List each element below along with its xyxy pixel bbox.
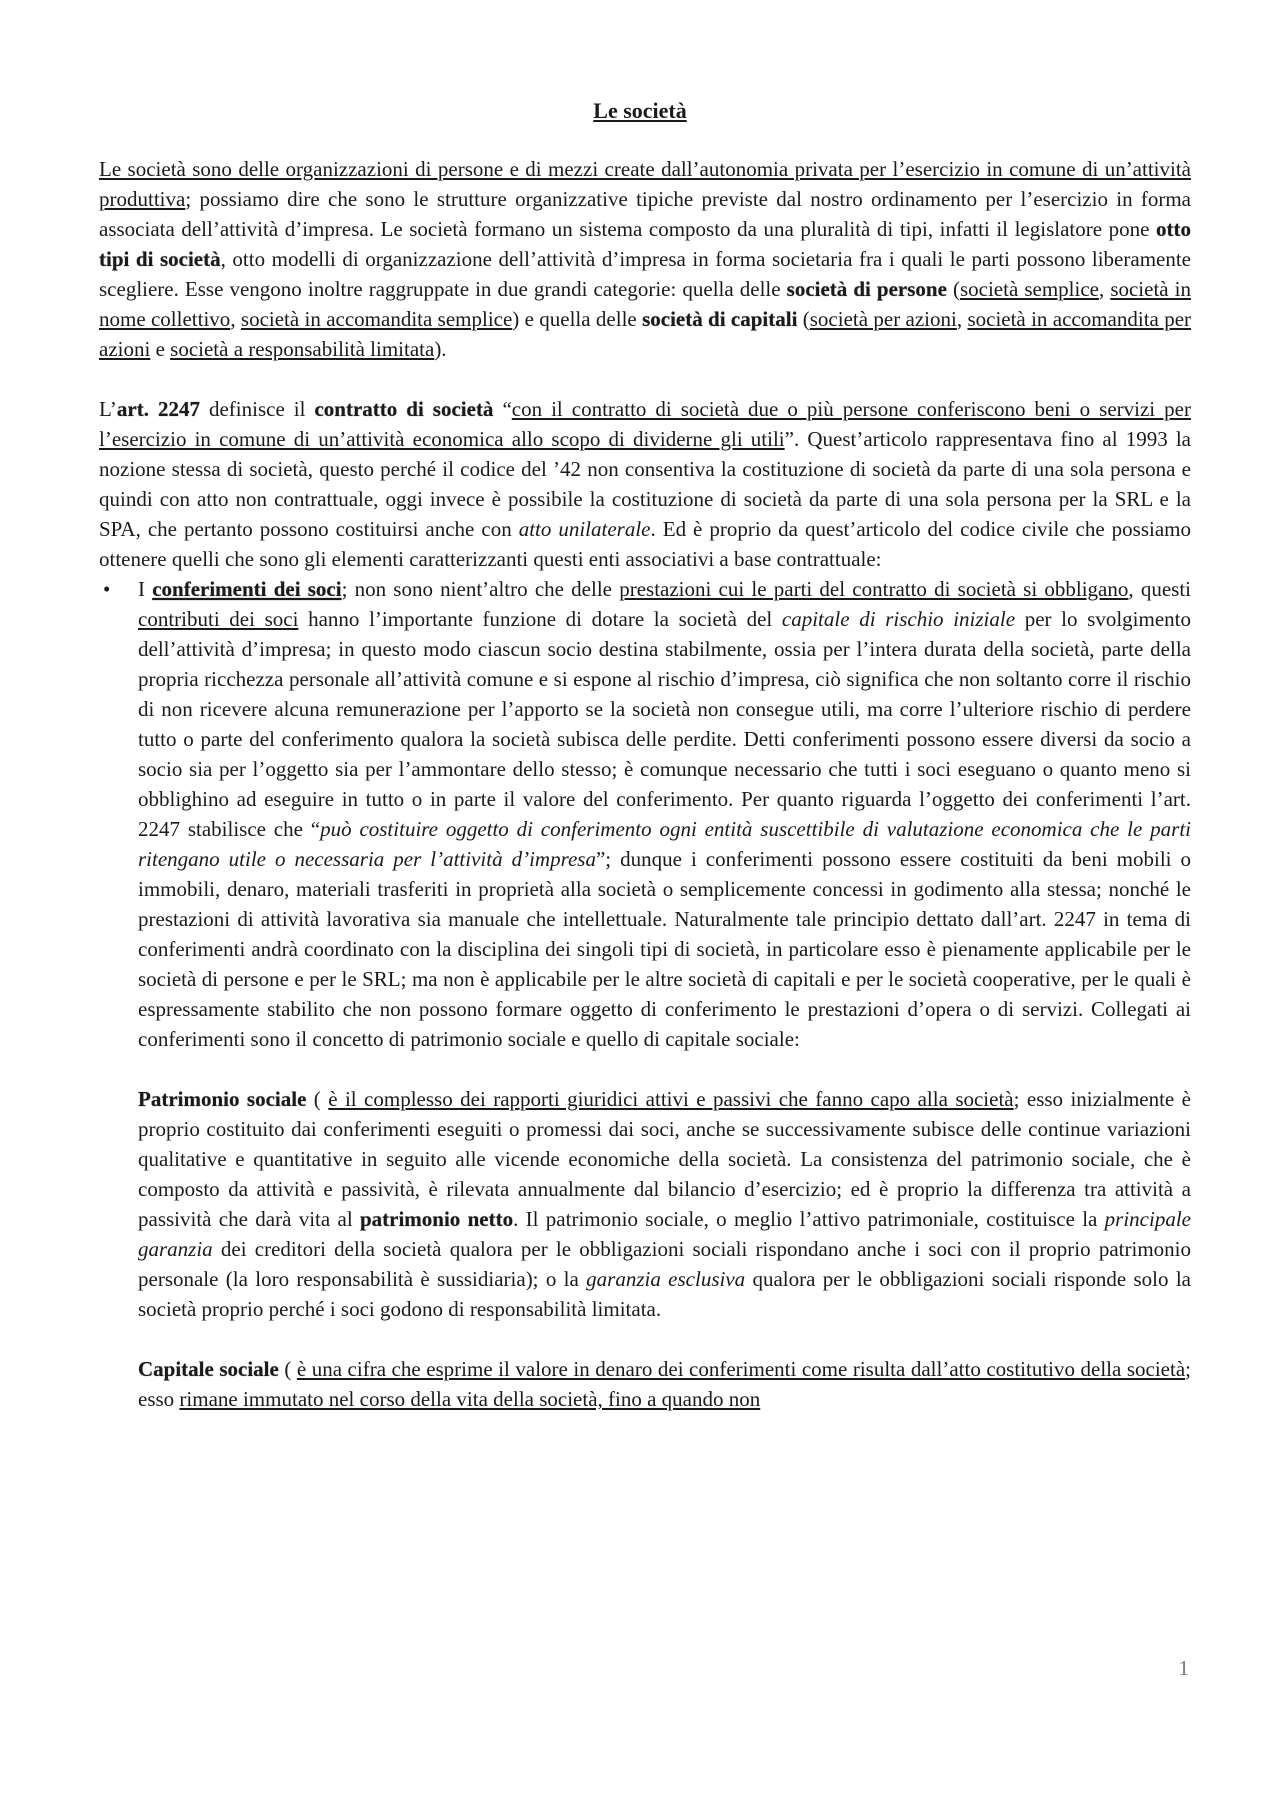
article-2247-paragraph: L’art. 2247 definisce il contratto di società “con il contratto di società due o più persone conferiscono beni o servizi per l’esercizio in comune di un’attività economica allo scopo di dividerne gli utili”. Quest’articolo rappresentava fino al 1993 la nozione stessa di società, questo perché il codice del ’42 non consentiva la costituzione di società da parte di una sola persona e quindi con atto non contrattuale, oggi invece è possibile la costituzione di società da parte di una sola persona per la SRL e la SPA, che pertanto possono costituirsi anche con atto unilaterale. Ed è proprio da quest’articolo del codice civile che possiamo ottenere quelli che sono gli elementi caratterizzanti questi enti associativi a base contrattuale: <box>99 397 1191 571</box>
document-body <box>99 154 1191 1414</box>
intro-paragraph: Le società sono delle organizzazioni di persone e di mezzi create dall’autonomia privata per l’esercizio in comune di un’attività produttiva; possiamo dire che sono le strutture organizzative tipiche previste dal nostro ordinamento per l’esercizio in forma associata dell’attività d’impresa. Le società formano un sistema composto da una pluralità di tipi, infatti il legislatore pone otto tipi di società, otto modelli di organizzazione dell’attività d’impresa in forma societaria fra i quali le parti possono liberamente scegliere. Esse vengono inoltre raggruppate in due grandi categorie: quella delle società di persone (società semplice, società in nome collettivo, società in accomandita semplice) e quella delle società di capitali (società per azioni, società in accomandita per azioni e società a responsabilità limitata). <box>99 157 1192 361</box>
capitale-sociale-paragraph: Capitale sociale ( è una cifra che esprime il valore in denaro dei conferimenti come risulta dall’atto costitutivo della società; esso rimane immutato nel corso della vita della società, fino a quando non <box>138 1357 1191 1411</box>
key-term: otto tipi di società <box>99 217 1191 271</box>
patrimonio-sociale-paragraph: Patrimonio sociale ( è il complesso dei rapporti giuridici attivi e passivi che fanno capo alla società; esso inizialmente è proprio costituito dai conferimenti eseguiti o promessi dai soci, anche se successivamente subisce delle continue variazioni qualitative e quantitative in seguito alle vicende economiche della società. La consistenza del patrimonio sociale, che è composto da attività e passività, è rilevata annualmente dal bilancio d’esercizio; ed è proprio la differenza tra attività a passività che darà vita al patrimonio netto. Il patrimonio sociale, o meglio l’attivo patrimoniale, costituisce la principale garanzia dei creditori della società qualora per le obbligazioni sociali rispondano anche i soci con il proprio patrimonio personale (la loro responsabilità è sussidiaria); o la garanzia esclusiva qualora per le obbligazioni sociali risponde solo la società proprio perché i soci godono di responsabilità limitata. <box>138 1087 1191 1321</box>
key-term: società di capitali <box>642 307 798 331</box>
quoted-definition: con il contratto di società due o più persone conferiscono beni o servizi per l’esercizio in comune di un’attività economica allo scopo di dividerne gli utili <box>99 397 1191 451</box>
page-number: 1 <box>1178 1656 1189 1680</box>
key-term: patrimonio netto <box>359 1207 514 1231</box>
key-term: Capitale sociale <box>138 1357 279 1381</box>
key-term: art. 2247 <box>116 397 200 421</box>
key-term: contratto di società <box>314 397 494 421</box>
key-term: società di persone <box>786 277 947 301</box>
key-term: conferimenti dei soci <box>152 577 342 601</box>
page-title: Le società <box>593 98 687 123</box>
list-item-conferimenti: • I conferimenti dei soci; non sono nient’altro che delle prestazioni cui le parti del contratto di società si obbligano, questi contributi dei soci hanno l’importante funzione di dotare la società del capitale di rischio iniziale per lo svolgimento dell’attività d’impresa; in questo modo ciascun socio destina stabilmente, ossia per l’intera durata della società, parte della propria ricchezza personale all’attività comune e si espone al rischio d’impresa, ciò significa che non soltanto corre il rischio di non ricevere alcuna remunerazione per l’apporto se la società non consegue utili, ma corre l’ulteriore rischio di perdere tutto o parte del conferimento qualora la società subisca delle perdite. Detti conferimenti possono essere diversi da socio a socio sia per l’oggetto sia per l’ammontare dello stesso; è comunque necessario che tutti i soci eseguano o quanto meno si obblighino ad eseguire in tutto o in parte il valore del conferimento. Per quanto riguarda l’oggetto dei conferimenti l’art. 2247 stabilisce che “può costituire oggetto di conferimento ogni entità suscettibile di valutazione economica che le parti ritengano utile o necessaria per l’attività d’impresa”; dunque i conferimenti possono essere costituiti da beni mobili o immobili, denaro, materiali trasferiti in proprietà alla società o semplicemente concessi in godimento alla stessa; nonché le prestazioni di attività lavorativa sia manuale che intellettuale. Naturalmente tale principio dettato dall’art. 2247 in tema di conferimenti andrà coordinato con la disciplina dei singoli tipi di società, in particolare esso è pienamente applicabile per le società di persone e per le SRL; ma non è applicabile per le altre società di capitali e per le società cooperative, per le quali è espressamente stabilito che non possono formare oggetto di conferimento le prestazioni d’opera o di servizi. Collegati ai conferimenti sono il concetto di patrimonio sociale e quello di capitale sociale: <box>99 574 1191 1054</box>
key-term: Patrimonio sociale <box>138 1087 307 1111</box>
definition-text: Le società sono delle organizzazioni di persone e di mezzi create dall’autonomia privata per l’esercizio in comune di un’attività produttiva <box>99 157 1191 211</box>
